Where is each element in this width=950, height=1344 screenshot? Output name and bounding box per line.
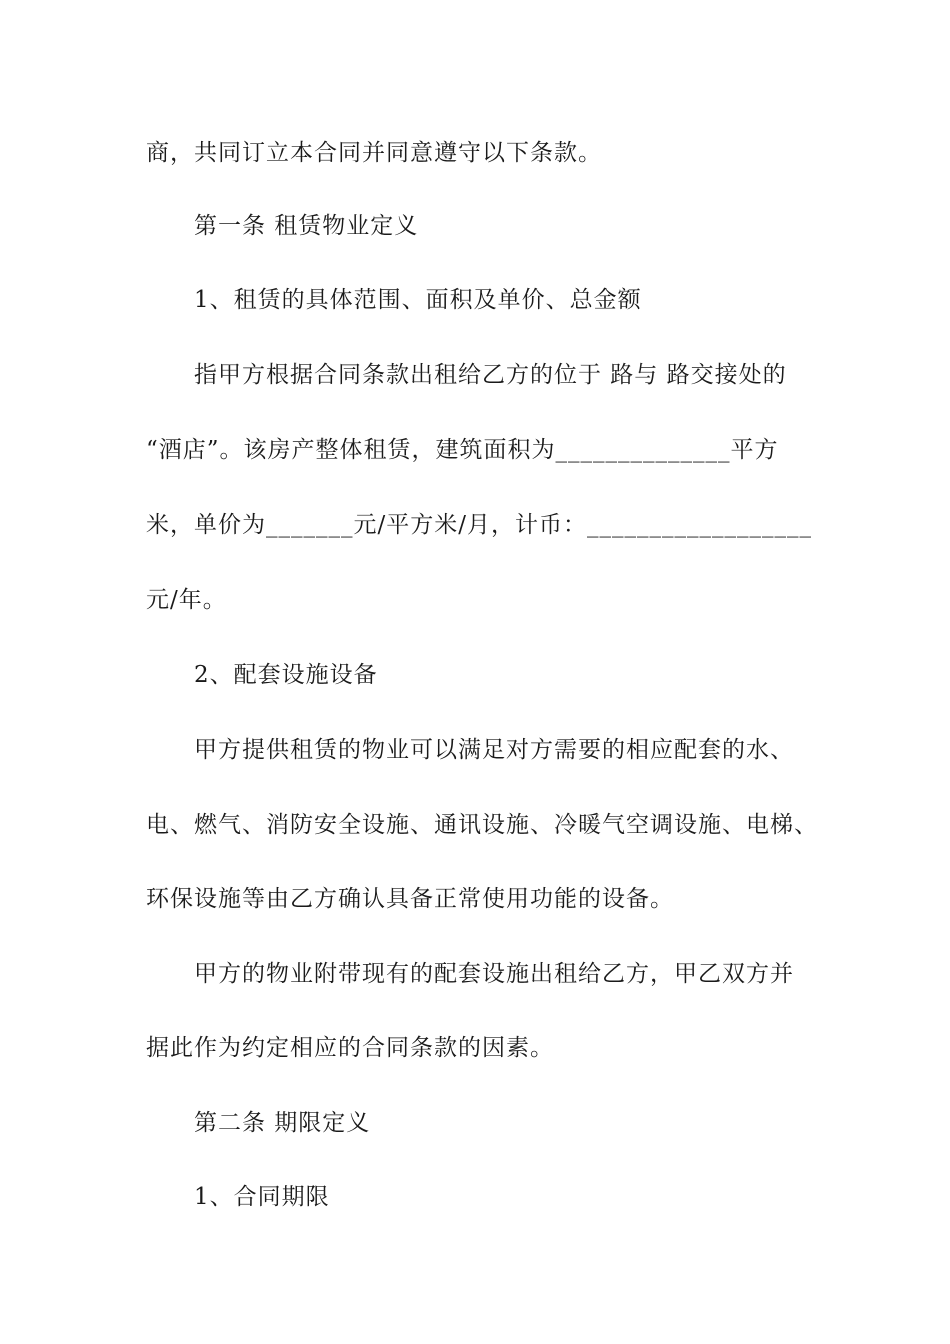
text-line-12: 甲方的物业附带现有的配套设施出租给乙方，甲乙双方并 xyxy=(194,961,794,987)
section-1-1-heading: 1、租赁的具体范围、面积及单价、总金额 xyxy=(194,287,642,313)
article-2-heading: 第二条 期限定义 xyxy=(194,1110,371,1136)
text-line-11: 环保设施等由乙方确认具备正常使用功能的设备。 xyxy=(146,886,674,912)
text-line-1: 商，共同订立本合同并同意遵守以下条款。 xyxy=(146,140,602,166)
text-line-9: 甲方提供租赁的物业可以满足对方需要的相应配套的水、 xyxy=(194,737,794,763)
text-line-13: 据此作为约定相应的合同条款的因素。 xyxy=(146,1035,554,1061)
text-line-4: 指甲方根据合同条款出租给乙方的位于 路与 路交接处的 xyxy=(194,362,787,388)
text-line-5: “酒店”。该房产整体租赁，建筑面积为______________平方 xyxy=(146,437,779,463)
article-1-heading: 第一条 租赁物业定义 xyxy=(194,213,419,239)
text-line-6: 米，单价为_______元/平方米/月，计币：__________________ xyxy=(146,512,812,538)
text-line-7: 元/年。 xyxy=(146,587,227,613)
section-2-1-heading: 1、合同期限 xyxy=(194,1184,330,1210)
section-1-2-heading: 2、配套设施设备 xyxy=(194,662,378,688)
text-line-10: 电、燃气、消防安全设施、通讯设施、冷暖气空调设施、电梯、 xyxy=(146,812,818,838)
